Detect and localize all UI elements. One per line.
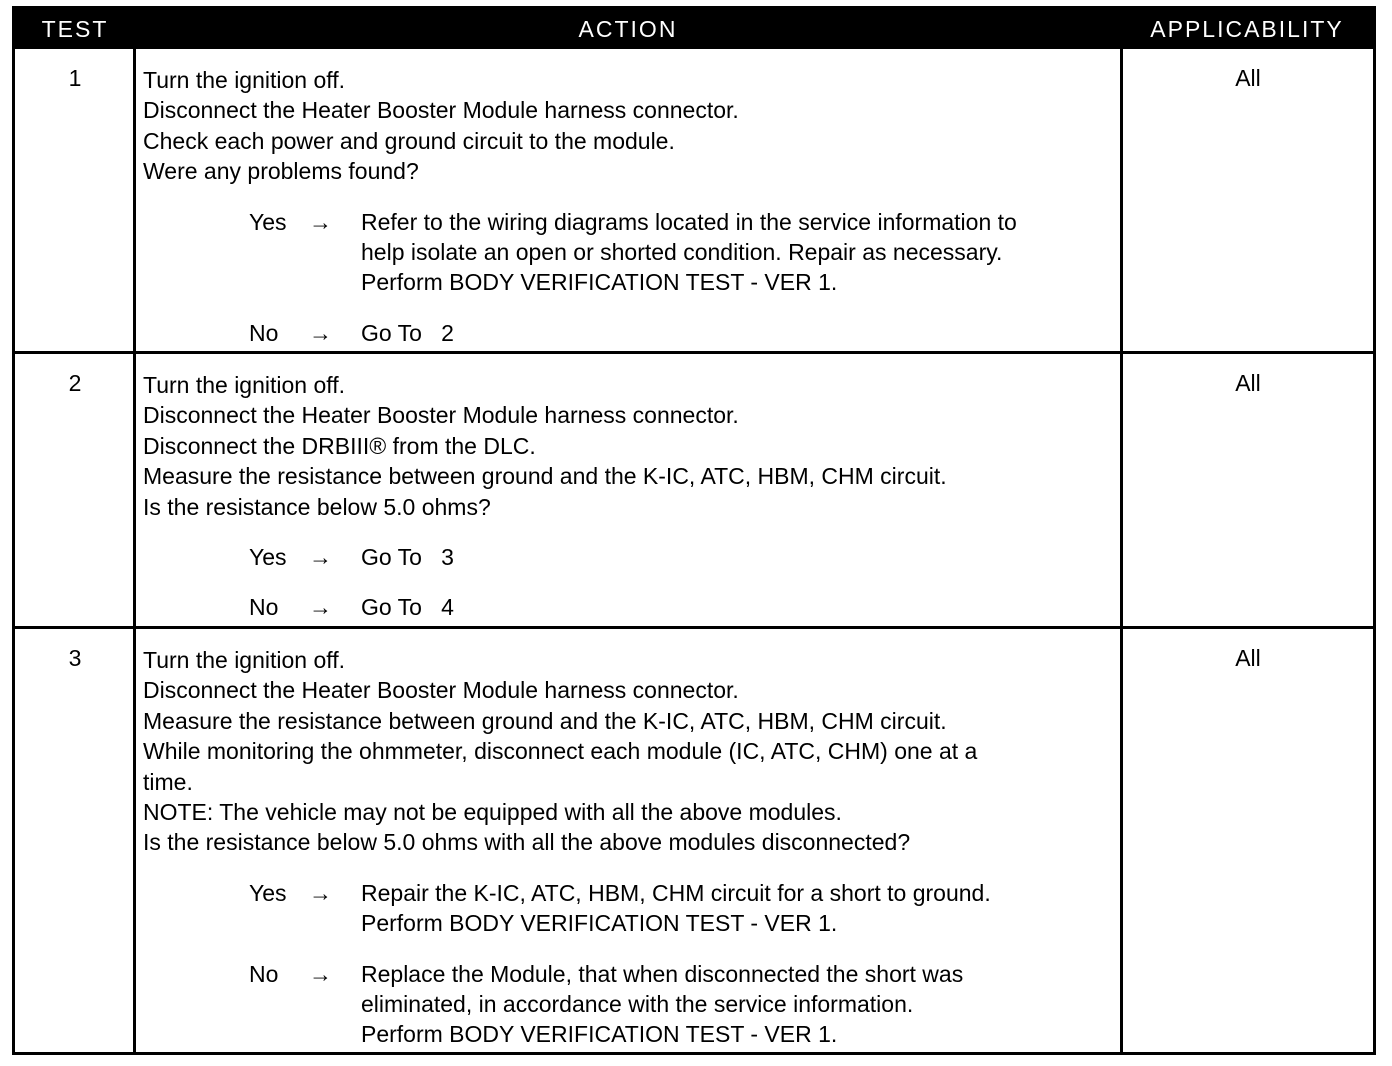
yes-label: Yes [249,879,287,906]
action-cell [143,370,1115,623]
no-label: No [249,319,279,346]
table-row [15,629,1373,1055]
result-line: help isolate an open or shorted condition. Repair as necessary. [361,239,1003,266]
table-row [15,49,1373,351]
applicability-value: All [1235,65,1261,91]
yes-result [143,542,1115,572]
no-text [361,592,1115,622]
action-step: Were any problems found? [143,158,419,185]
no-label: No [249,594,279,621]
result-line: Go To 2 [361,319,454,346]
arrow-icon: → [309,544,332,571]
no-result [143,592,1115,622]
header-action: ACTION [578,16,678,42]
result-line: Perform BODY VERIFICATION TEST - VER 1. [361,910,838,937]
applicability-value: All [1235,645,1261,671]
arrow-icon: → [309,960,332,987]
test-number: 1 [68,65,82,91]
header-test: TEST [41,16,109,42]
yes-text [361,207,1115,298]
table-row [15,354,1373,626]
result-line: Replace the Module, that when disconnected the short was [361,960,964,987]
action-step: Measure the resistance between ground and the K-IC, ATC, HBM, CHM circuit. [143,707,947,734]
yes-label: Yes [249,208,287,235]
action-step: time. [143,768,193,795]
yes-label: Yes [249,544,287,571]
yes-text [361,878,1115,939]
yes-result [143,878,1115,939]
no-result [143,959,1115,1050]
no-text [361,318,1115,348]
action-step: Is the resistance below 5.0 ohms with all the above modules disconnected? [143,829,911,856]
header-applicability: APPLICABILITY [1150,16,1344,42]
result-line: eliminated, in accordance with the service information. [361,991,914,1018]
action-step: Disconnect the DRBIII® from the DLC. [143,432,536,459]
result-line: Repair the K-IC, ATC, HBM, CHM circuit for a short to ground. [361,879,991,906]
action-cell [143,645,1115,1050]
action-step: Measure the resistance between ground and the K-IC, ATC, HBM, CHM circuit. [143,463,947,490]
result-line: Perform BODY VERIFICATION TEST - VER 1. [361,269,838,296]
arrow-icon: → [309,319,332,346]
action-step: Turn the ignition off. [143,67,346,93]
test-number: 2 [68,370,82,396]
result-line: Go To 4 [361,594,454,621]
result-line: Refer to the wiring diagrams located in the service information to [361,208,1017,235]
test-number: 3 [68,645,82,671]
action-step: Is the resistance below 5.0 ohms? [143,493,491,520]
table-header [15,9,1373,49]
no-text [361,959,1115,1050]
result-line: Perform BODY VERIFICATION TEST - VER 1. [361,1021,838,1048]
no-label: No [249,960,279,987]
action-step: Disconnect the Heater Booster Module harness connector. [143,97,739,124]
action-step: Disconnect the Heater Booster Module harness connector. [143,677,739,704]
action-step: NOTE: The vehicle may not be equipped with all the above modules. [143,799,842,826]
action-cell [143,65,1115,348]
arrow-icon: → [309,879,332,906]
yes-text [361,542,1115,572]
result-line: Go To 3 [361,544,454,571]
action-step: Check each power and ground circuit to the module. [143,127,675,154]
action-step: Turn the ignition off. [143,372,346,398]
arrow-icon: → [309,594,332,621]
arrow-icon: → [309,208,332,235]
applicability-value: All [1235,370,1261,396]
action-step: Disconnect the Heater Booster Module harness connector. [143,402,739,429]
yes-result [143,207,1115,298]
diagnostic-test-table [12,6,1376,1055]
action-step: While monitoring the ohmmeter, disconnect each module (IC, ATC, CHM) one at a [143,738,978,765]
action-step: Turn the ignition off. [143,647,346,673]
no-result [143,318,1115,348]
